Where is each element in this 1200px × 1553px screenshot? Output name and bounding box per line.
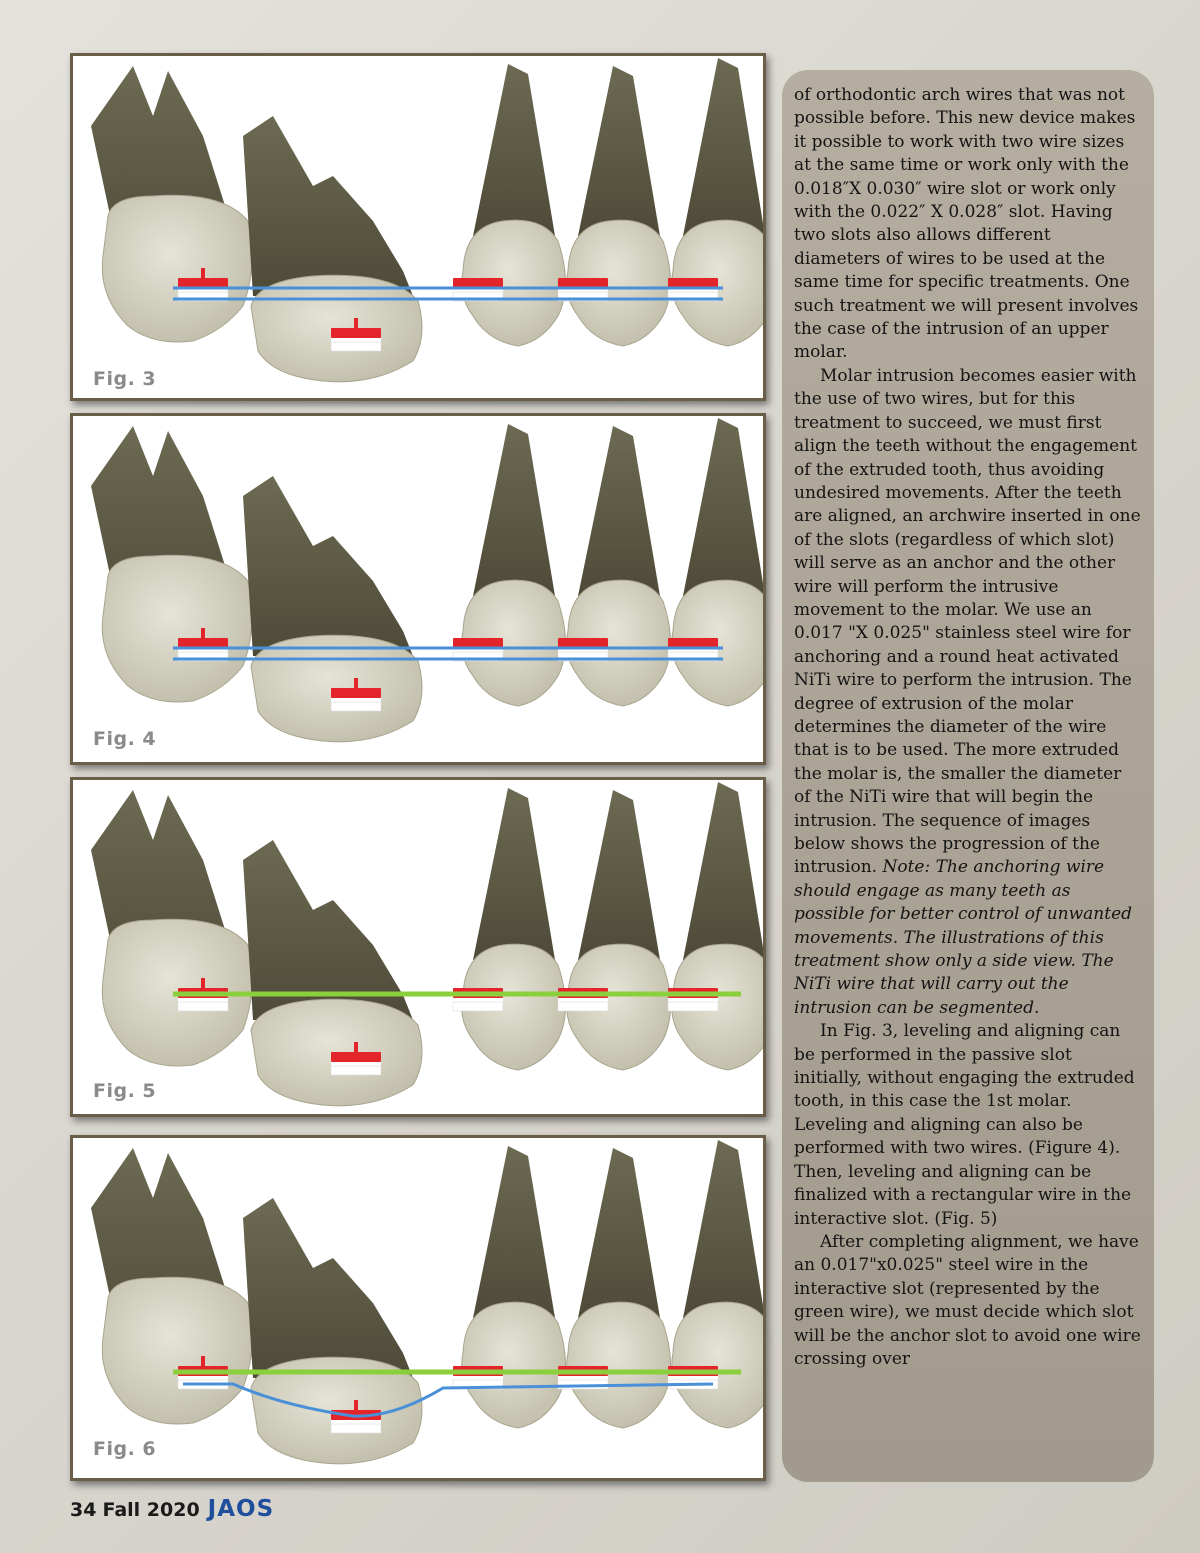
page-number: 34: [70, 1499, 97, 1521]
bracket: [453, 1366, 503, 1389]
tooth-crown: [672, 1302, 763, 1428]
figure-4-illustration: [73, 416, 763, 762]
article-note: Note: The anchoring wire should engage as many teeth as possible for better control of unwanted movements. The illustrations of this treatment show only a side view. The NiTi wire that will carry out the intrusion can be segmented.: [794, 857, 1133, 1018]
tooth-root: [578, 790, 660, 960]
figure-6: [70, 1135, 766, 1481]
molar-crown: [102, 1277, 252, 1424]
journal-name: JAOS: [207, 1496, 275, 1522]
figure-label: Fig. 3: [93, 368, 157, 390]
bracket: [668, 988, 718, 1011]
tooth-root: [473, 1146, 555, 1318]
tooth-root: [683, 418, 763, 596]
tooth-crown: [462, 1302, 566, 1428]
article-paragraph: of orthodontic arch wires that was not possible before. This new device makes it possible to work with two wire sizes at the same time or work only with the 0.018″X 0.030″ wire slot or work only with the 0.022″ X 0.028″ slot. Having two slots also allows different diameters of wires to be used at the same time for specific treatments. One such treatment we will present involves the case of the intrusion of an upper molar.: [794, 85, 1139, 363]
figure-3-illustration: [73, 56, 763, 398]
article-text: Molar intrusion becomes easier with the use of two wires, but for this treatment to succeed, we must first align the teeth without the engagement of the extruded tooth, thus avoiding undesired movements. After the teeth are aligned, an archwire inserted in one of the slots (regardless of which slot) will serve as an anchor and the other wire will perform the intrusive movement to the molar. We use an 0.017 "X 0.025" stainless steel wire for anchoring and a round heat activated NiTi wire to perform the intrusion. The degree of extrusion of the molar determines the diameter of the wire that is to be used. The more extruded the molar is, the smaller the diameter of the NiTi wire that will begin the intrusion. The sequence of images below shows the progression of the intrusion.: [794, 365, 1141, 878]
issue-date: Fall 2020: [102, 1499, 200, 1521]
tooth-root: [578, 1148, 660, 1318]
bracket: [558, 988, 608, 1011]
tooth-root: [578, 426, 660, 596]
molar-root: [243, 116, 413, 296]
molar-root: [243, 1198, 413, 1378]
tooth-root: [683, 782, 763, 960]
tooth-root: [578, 66, 660, 236]
article-paragraph: [794, 365, 1142, 1020]
tooth-root: [473, 424, 555, 596]
tooth-root: [683, 58, 763, 236]
tooth-root: [683, 1140, 763, 1318]
article-paragraph: After completing alignment, we have an 0.017"x0.025" steel wire in the interactive slot (represented by the green wire), we must decide which slot will be the anchor slot to avoid one wire crossing over: [794, 1231, 1141, 1369]
tooth-root: [473, 64, 555, 236]
bracket: [453, 988, 503, 1011]
figure-5-illustration: [73, 780, 763, 1114]
tooth-root: [473, 788, 555, 960]
molar-crown: [102, 195, 252, 342]
page-footer: [70, 1496, 274, 1522]
figure-3: [70, 53, 766, 401]
figure-6-illustration: [73, 1138, 763, 1478]
molar-crown: [102, 555, 252, 702]
figure-label: Fig. 5: [93, 1080, 157, 1102]
figure-4: [70, 413, 766, 765]
molar-root: [243, 476, 413, 656]
figure-label: Fig. 4: [93, 728, 157, 750]
figure-5: [70, 777, 766, 1117]
article-sidebar: [782, 70, 1154, 1482]
figure-label: Fig. 6: [93, 1438, 157, 1460]
tooth-crown: [567, 1302, 671, 1428]
article-paragraph: In Fig. 3, leveling and aligning can be performed in the passive slot initially, without engaging the extruded tooth, in this case the 1st molar. Leveling and aligning can also be performed with two wires. (Figure 4). Then, leveling and aligning can be finalized with a rectangular wire in the interactive slot. (Fig. 5): [794, 1021, 1135, 1229]
